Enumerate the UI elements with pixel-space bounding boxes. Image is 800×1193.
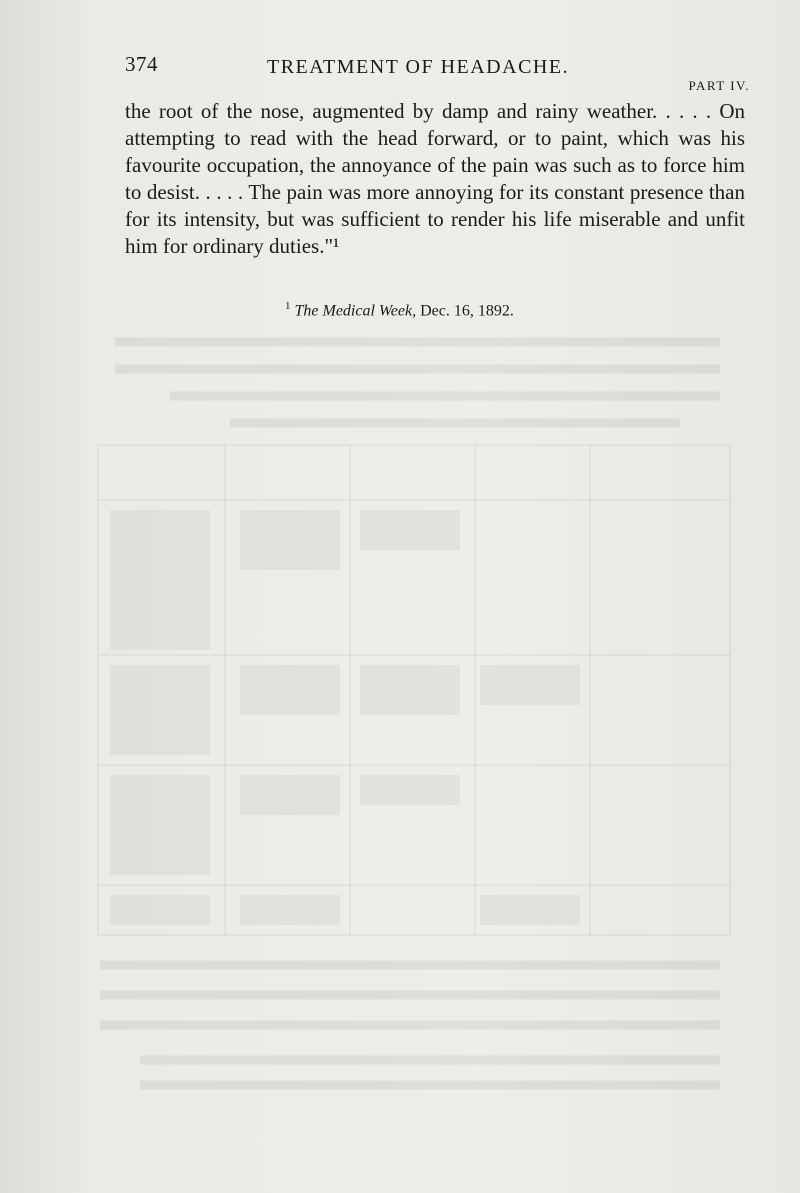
footnote-source: The Medical Week, [294,302,417,320]
running-title: TREATMENT OF HEADACHE. [267,56,570,78]
part-label: PART IV. [688,78,750,93]
page-number: 374 [125,52,158,76]
footnote-marker: 1 [285,300,291,312]
body-paragraph: the root of the nose, augmented by damp and rainy weather. . . . . On attempting to read with the head forward, or to paint, which was his favourite occupation, the annoyance of the pain was such as to force him to desist. . . . . The pain was more annoying for its constant presence than for its intensity, but was sufficient to render his life miserable and unfit him for ordinary duties."¹ [125,99,745,258]
footnote-date: Dec. 16, 1892. [420,302,514,320]
